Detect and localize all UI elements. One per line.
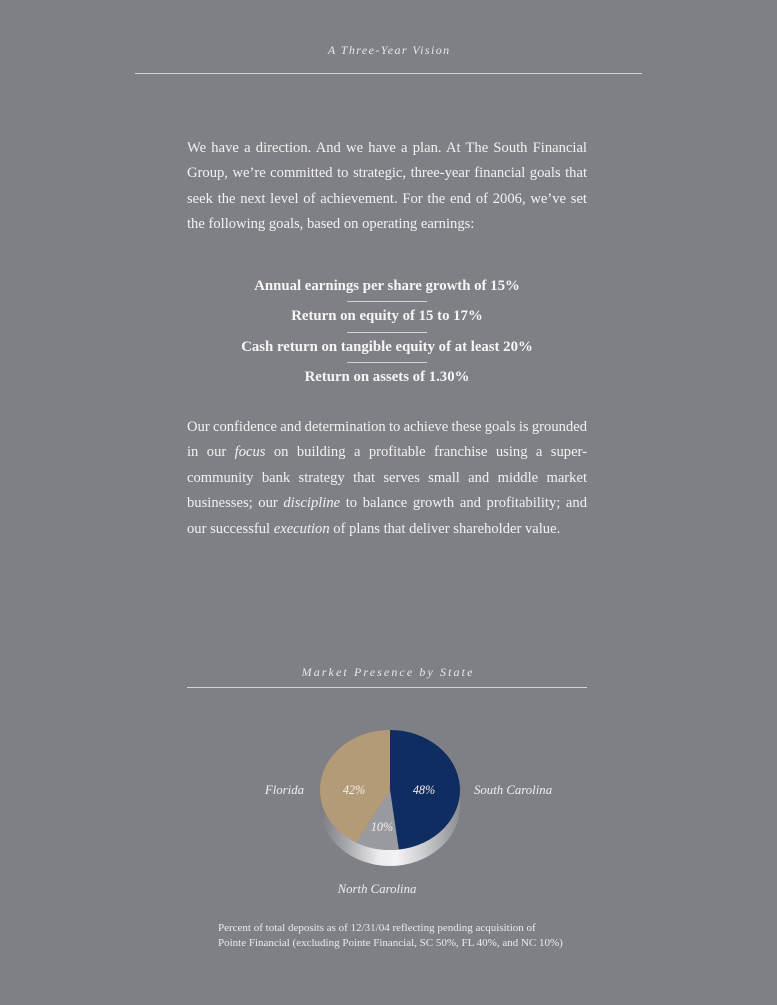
intro-paragraph: [187, 136, 587, 237]
goal-item: Return on equity of 15 to 17%: [291, 308, 483, 325]
pie-chart: [300, 720, 480, 880]
closing-line: [187, 491, 587, 516]
footnote-line: Pointe Financial (excluding Pointe Financial, SC 50%, FL 40%, and NC 10%): [218, 937, 563, 949]
emphasis-execution: execution: [273, 520, 330, 537]
closing-line: [187, 466, 587, 491]
closing-paragraph: [187, 415, 587, 542]
closing-text: businesses; our: [187, 495, 284, 512]
chart-title: Market Presence by State: [301, 665, 475, 679]
footnote-line: Percent of total deposits as of 12/31/04 reflecting pending acquisition of: [218, 922, 536, 934]
intro-line: Group, we’re committed to strategic, three-year financial goals that: [187, 165, 587, 182]
slice-value-south-carolina: 48%: [412, 783, 436, 797]
goal-item: Annual earnings per share growth of 15%: [254, 278, 520, 294]
closing-line: [187, 440, 587, 465]
goal-item: Return on assets of 1.30%: [304, 369, 470, 386]
intro-line: seek the next level of achievement. For the end of 2006, we’ve set: [187, 190, 587, 207]
closing-text: community bank strategy that serves small and middle market: [187, 469, 587, 486]
intro-line: We have a direction. And we have a plan. At The South Financial: [187, 140, 587, 156]
goals-list: [187, 271, 587, 393]
closing-text: on building a profitable franchise using a super-: [265, 444, 587, 461]
closing-line: [187, 415, 587, 440]
page-title: A Three-Year Vision: [327, 43, 451, 57]
closing-text: our successful: [187, 520, 274, 537]
slice-label-south-carolina: South Carolina: [474, 783, 553, 797]
emphasis-discipline: discipline: [283, 495, 341, 512]
slice-label-north-carolina: North Carolina: [337, 882, 417, 896]
slice-label-florida: Florida: [264, 783, 304, 797]
slice-value-florida: 42%: [342, 783, 366, 797]
goal-item: Cash return on tangible equity of at least 20%: [241, 338, 533, 355]
slice-value-north-carolina: 10%: [370, 820, 394, 834]
title-rule: [135, 73, 642, 74]
closing-text: to balance growth and profitability; and: [340, 495, 587, 512]
chart-footnote: [218, 921, 618, 951]
closing-text: Our confidence and determination to achieve these goals is grounded: [187, 419, 587, 435]
emphasis-focus: focus: [234, 444, 266, 461]
intro-line: the following goals, based on operating earnings:: [187, 216, 475, 233]
closing-text: of plans that deliver shareholder value.: [329, 520, 561, 537]
closing-text: in our: [187, 444, 235, 461]
chart-title-rule: [187, 687, 587, 688]
closing-line: [187, 517, 587, 542]
